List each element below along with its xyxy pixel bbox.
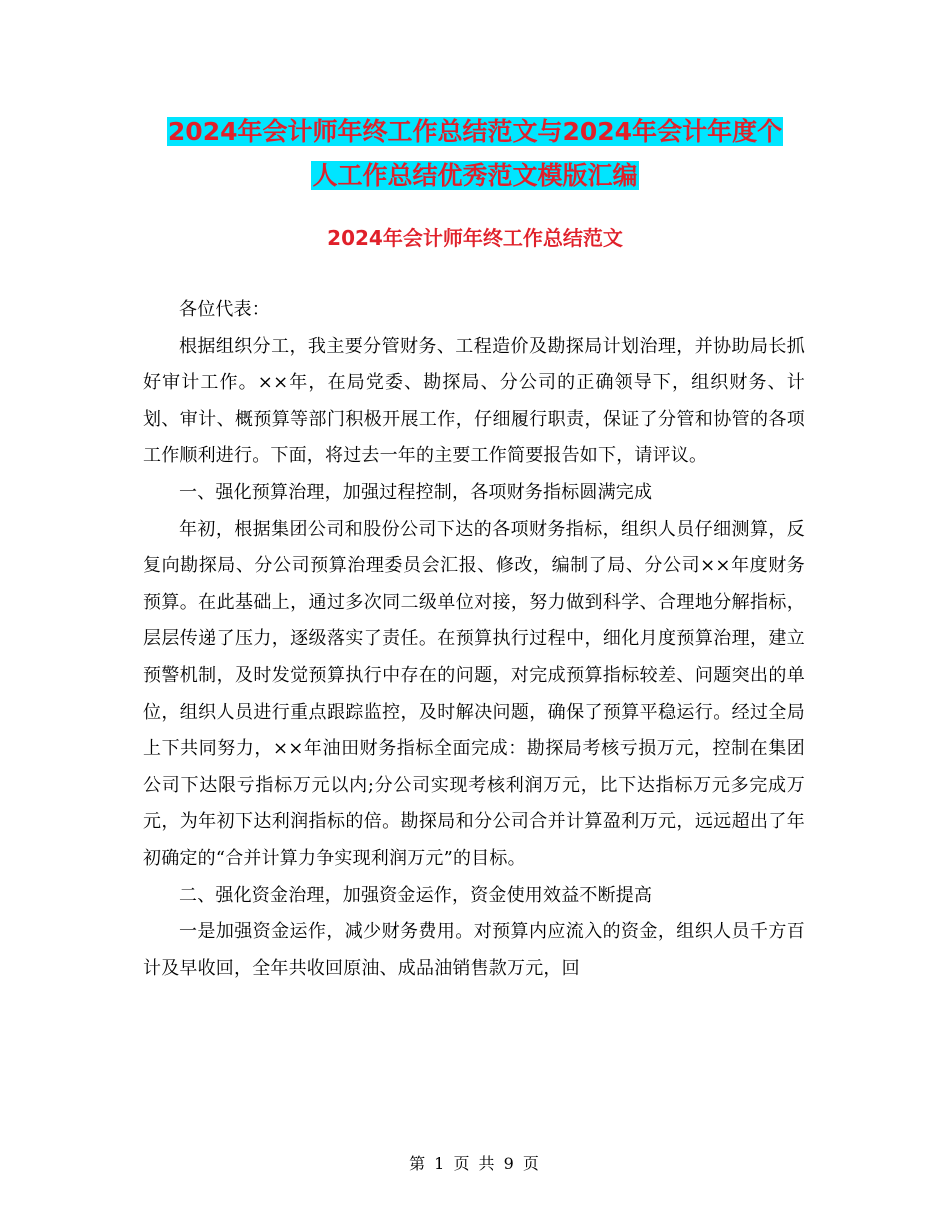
title-line-2-text: 人工作总结优秀范文模版汇编 <box>312 161 638 190</box>
paragraph-intro: 根据组织分工，我主要分管财务、工程造价及勘探局计划治理，并协助局长抓好审计工作。××年，在局党委、勘探局、分公司的正确领导下，组织财务、计划、审计、概预算等部门积极开展工作，仔细履行职责，保证了分管和协管的各项工作顺利进行。下面，将过去一年的主要工作简要报告如下，请评议。 <box>143 335 805 467</box>
title-line-1 <box>0 110 950 154</box>
paragraph-heading-1: 一、强化预算治理，加强过程控制，各项财务指标圆满完成 <box>179 481 653 503</box>
paragraph-salutation: 各位代表： <box>179 299 270 320</box>
body-text <box>143 292 805 987</box>
document-title <box>0 110 950 198</box>
section-title: 2024年会计师年终工作总结范文 <box>327 226 623 250</box>
paragraph-budget: 年初，根据集团公司和股份公司下达的各项财务指标，组织人员仔细测算，反复向勘探局、分公司预算治理委员会汇报、修改，编制了局、分公司××年度财务预算。在此基础上，通过多次同二级单位对接，努力做到科学、合理地分解指标，层层传递了压力，逐级落实了责任。在预算执行过程中，细化月度预算治理，建立预警机制，及时发觉预算执行中存在的问题，对完成预算指标较差、问题突出的单位，组织人员进行重点跟踪监控，及时解决问题，确保了预算平稳运行。经过全局上下共同努力，××年油田财务指标全面完成：勘探局考核亏损万元，控制在集团公司下达限亏指标万元以内;分公司实现考核利润万元，比下达指标万元多完成万元，为年初下达利润指标的倍。勘探局和分公司合并计算盈利万元，远远超出了年初确定的“合并计算力争实现利润万元”的目标。 <box>143 518 805 869</box>
page-footer: 第 1 页 共 9 页 <box>409 1154 541 1173</box>
paragraph-funds: 一是加强资金运作，减少财务费用。对预算内应流入的资金，组织人员千方百计及早收回，全年共收回原油、成品油销售款万元，回 <box>143 921 805 979</box>
paragraph-heading-2: 二、强化资金治理，加强资金运作，资金使用效益不断提高 <box>179 884 653 906</box>
title-line-2 <box>0 154 950 198</box>
title-line-1-text: 2024年会计师年终工作总结范文与2024年会计年度个 <box>167 117 783 146</box>
